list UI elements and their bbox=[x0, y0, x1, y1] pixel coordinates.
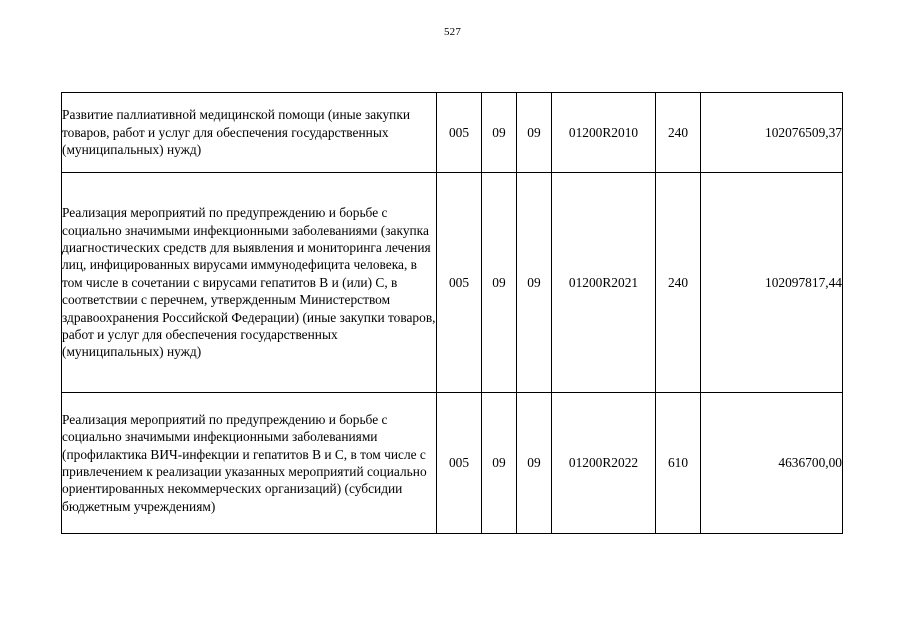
row-description: Реализация мероприятий по предупреждению и борьбе с социально значимыми инфекционными заболеваниями (закупка диагностических средств для выявления и мониторинга лечения лиц, инфицированных вирусами иммунодефицита человека, в том числе в сочетании с вирусами гепатитов B и (или) C, в соответствии с перечнем, утвержденным Министерством здравоохранения Российской Федерации) (иные закупки товаров, работ и услуг для обеспечения государственных (муниципальных) нужд) bbox=[62, 173, 437, 393]
subsection-code: 09 bbox=[517, 173, 552, 393]
page-number: 527 bbox=[443, 26, 462, 38]
expense-type-code: 240 bbox=[656, 93, 701, 173]
section-code: 09 bbox=[482, 173, 517, 393]
expense-type-code: 610 bbox=[656, 393, 701, 534]
ministry-code: 005 bbox=[437, 393, 482, 534]
target-item-code: 01200R2022 bbox=[552, 393, 656, 534]
subsection-code: 09 bbox=[517, 393, 552, 534]
ministry-code: 005 bbox=[437, 93, 482, 173]
target-item-code: 01200R2021 bbox=[552, 173, 656, 393]
amount: 102076509,37 bbox=[701, 93, 843, 173]
amount: 4636700,00 bbox=[701, 393, 843, 534]
table-row bbox=[62, 93, 843, 173]
table-row bbox=[62, 393, 843, 534]
section-code: 09 bbox=[482, 93, 517, 173]
table-row bbox=[62, 173, 843, 393]
expense-type-code: 240 bbox=[656, 173, 701, 393]
budget-table bbox=[61, 92, 843, 534]
ministry-code: 005 bbox=[437, 173, 482, 393]
amount: 102097817,44 bbox=[701, 173, 843, 393]
section-code: 09 bbox=[482, 393, 517, 534]
subsection-code: 09 bbox=[517, 93, 552, 173]
row-description: Развитие паллиативной медицинской помощи (иные закупки товаров, работ и услуг для обеспечения государственных (муниципальных) нужд) bbox=[62, 93, 437, 173]
row-description: Реализация мероприятий по предупреждению и борьбе с социально значимыми инфекционными заболеваниями (профилактика ВИЧ-инфекции и гепатитов B и C, в том числе с привлечением к реализации указанных мероприятий социально ориентированных некоммерческих организаций) (субсидии бюджетным учреждениям) bbox=[62, 393, 437, 534]
target-item-code: 01200R2010 bbox=[552, 93, 656, 173]
